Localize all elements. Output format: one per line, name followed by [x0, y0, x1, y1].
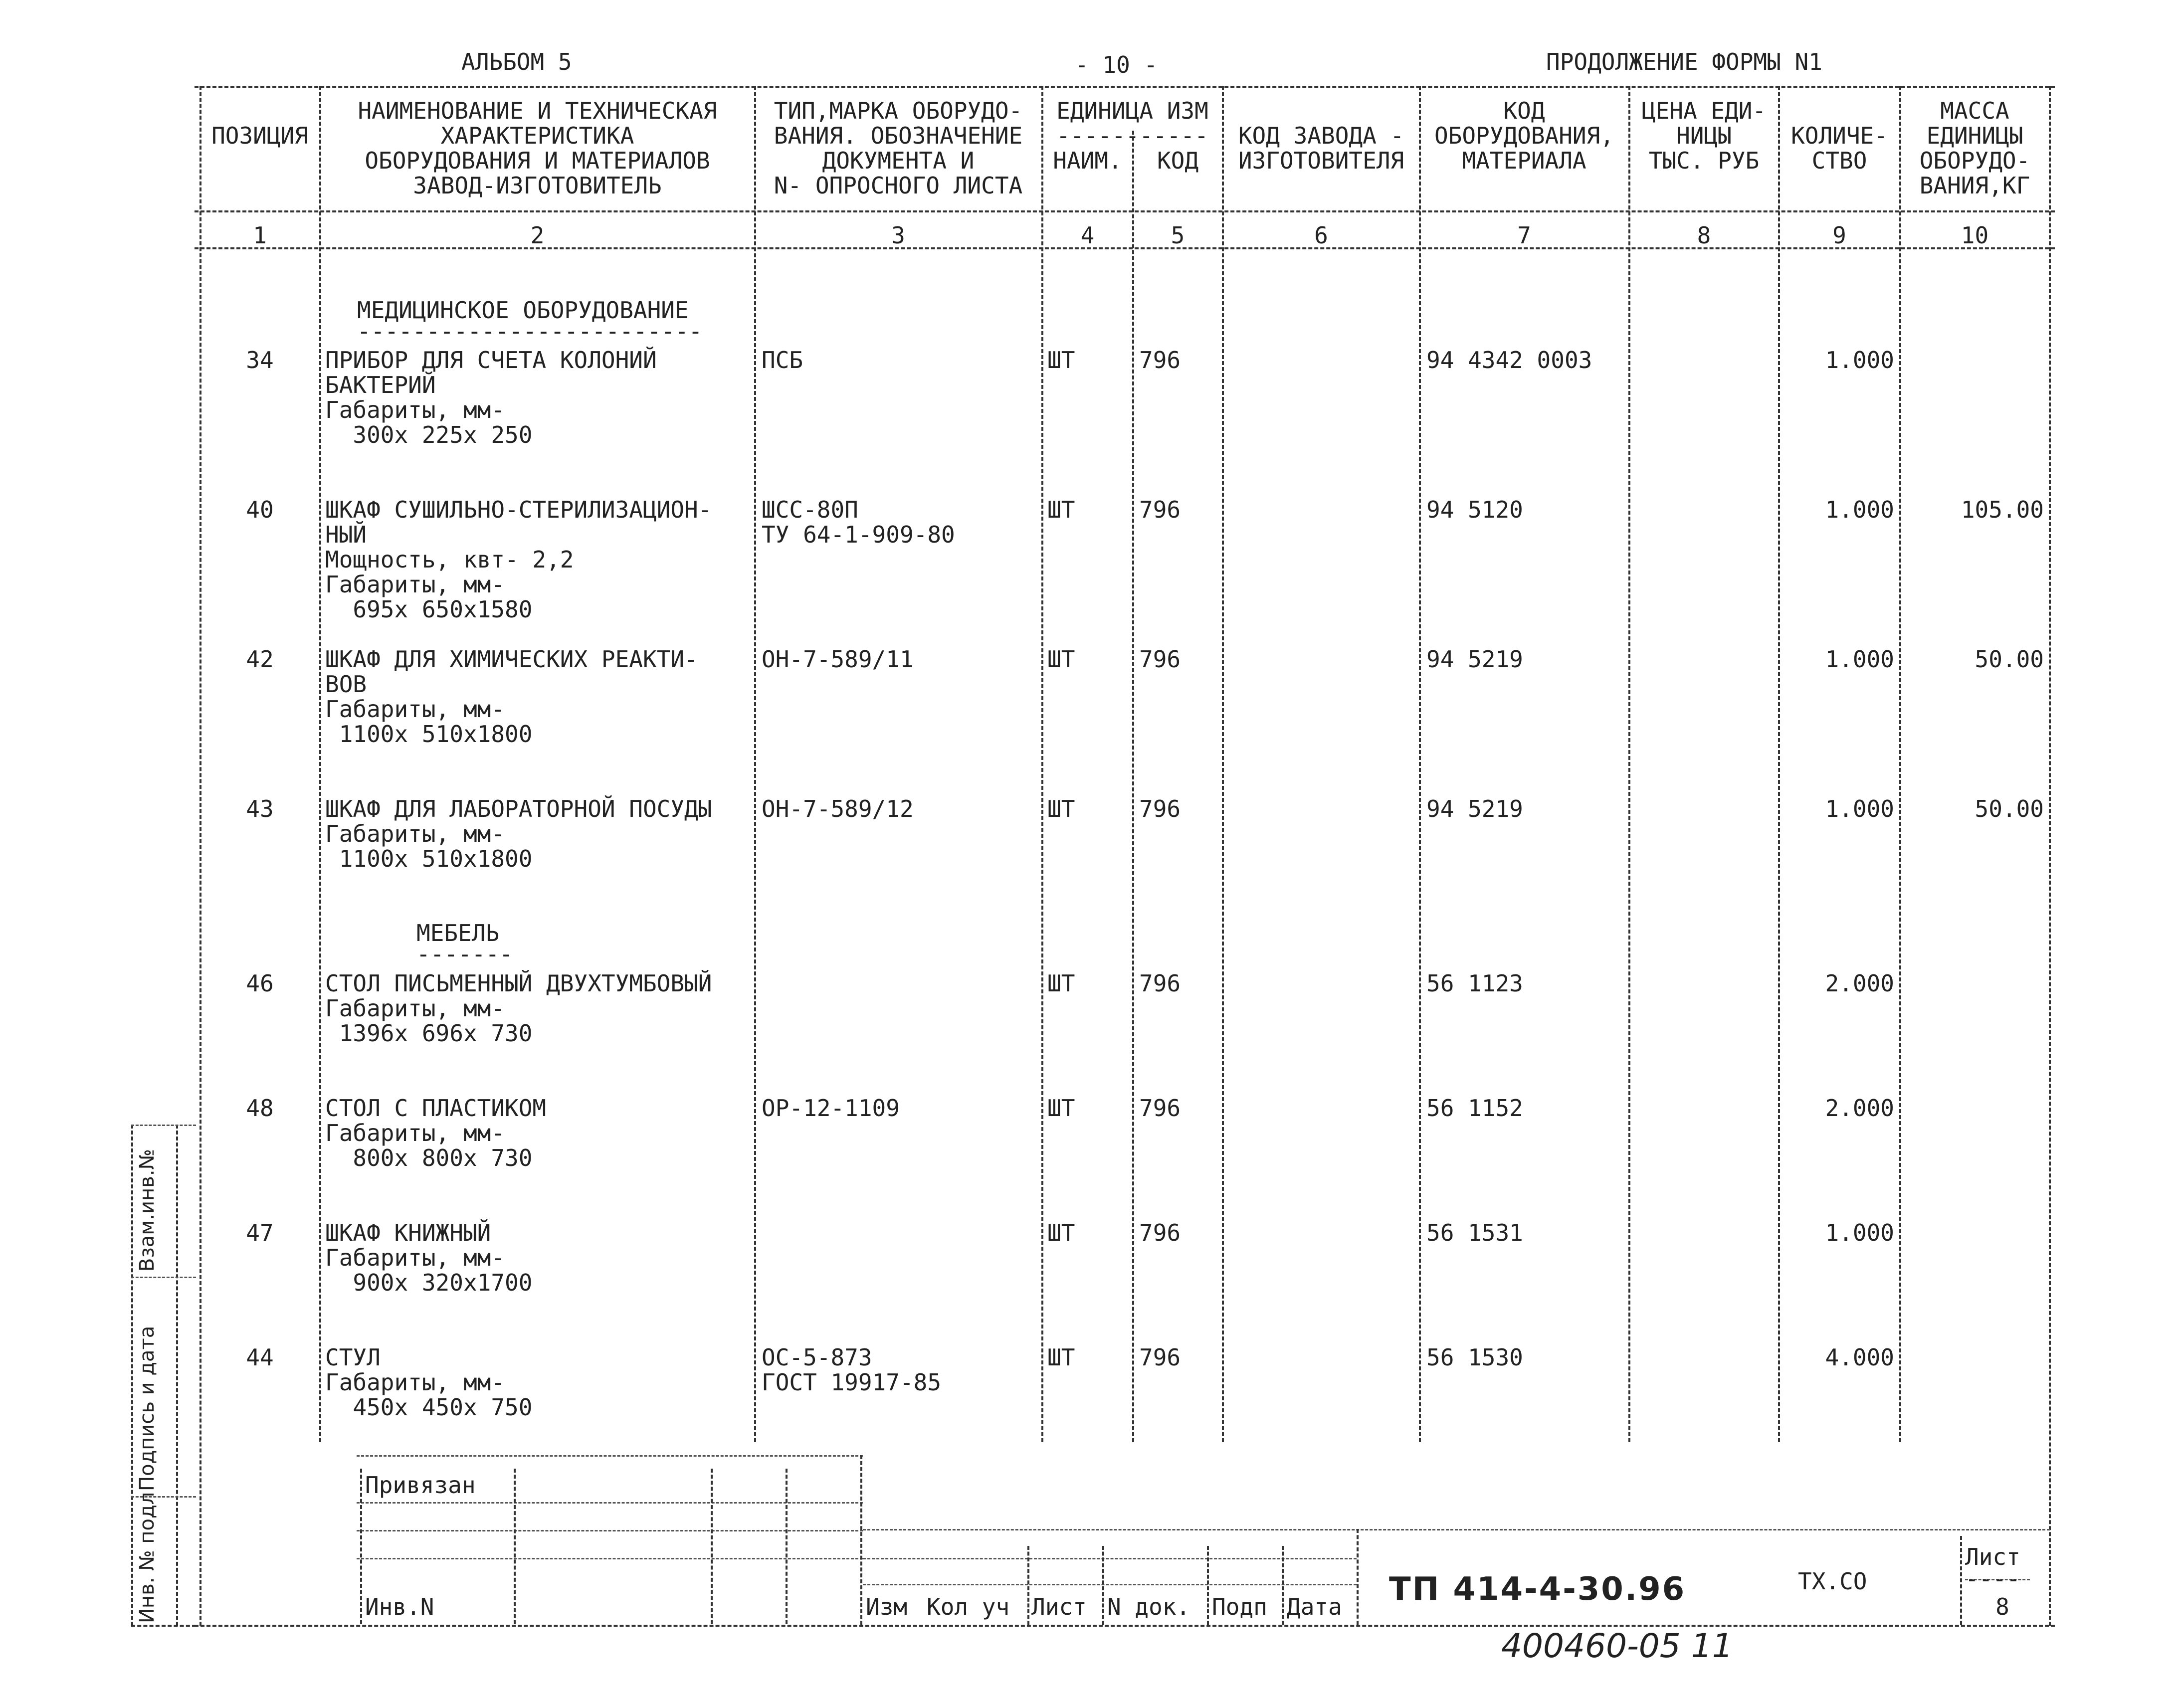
- column-number: 3: [891, 222, 905, 249]
- column-divider: [199, 86, 201, 1626]
- header-col-4: НАИМ.: [1053, 147, 1122, 174]
- side-stamp-signature-date: Подпись и дата: [136, 1326, 159, 1491]
- section-underline: -------: [416, 941, 513, 967]
- row-unit-code: 796: [1139, 496, 1181, 523]
- row-mass: 105.00: [1961, 496, 2044, 523]
- table-top-line: [195, 86, 2055, 88]
- doc-number-label: N док.: [1107, 1593, 1190, 1620]
- row-name: ШКАФ ДЛЯ ЛАБОРАТОРНОЙ ПОСУДЫ: [325, 795, 712, 822]
- table-bottom-line: [195, 1625, 2055, 1627]
- row-unit: ШТ: [1047, 1344, 1075, 1371]
- row-name: 450х 450х 750: [325, 1394, 533, 1421]
- row-material-code: 94 5120: [1426, 496, 1523, 523]
- row-name: Габариты, мм-: [325, 396, 505, 423]
- row-position: 40: [246, 496, 274, 523]
- side-stamp-replacement-inv: Взам.инв.№: [136, 1148, 159, 1272]
- row-material-code: 56 1530: [1426, 1344, 1523, 1371]
- sheet-label: Лист: [1965, 1543, 2020, 1570]
- page-number: - 10 -: [1075, 51, 1158, 78]
- row-name: НЫЙ: [325, 521, 367, 548]
- album-label: АЛЬБОМ 5: [461, 48, 572, 75]
- row-unit: ШТ: [1047, 970, 1075, 997]
- row-name: СТОЛ ПИСЬМЕННЫЙ ДВУХТУМБОВЫЙ: [325, 970, 712, 997]
- row-name: ПРИБОР ДЛЯ СЧЕТА КОЛОНИЙ: [325, 347, 657, 374]
- row-material-code: 56 1123: [1426, 970, 1523, 997]
- row-material-code: 94 5219: [1426, 795, 1523, 822]
- row-quantity: 4.000: [1825, 1344, 1894, 1371]
- date-label: Дата: [1287, 1593, 1342, 1620]
- column-number: 10: [1961, 222, 1989, 249]
- column-number: 8: [1697, 222, 1711, 249]
- table-right-border: [2049, 86, 2051, 1626]
- column-divider: [1419, 86, 1421, 1442]
- sheet-number: 8: [1995, 1593, 2009, 1620]
- column-divider: [754, 86, 756, 1442]
- row-unit: ШТ: [1047, 1219, 1075, 1246]
- row-name: 1100х 510х1800: [325, 845, 533, 872]
- row-name: Габариты, мм-: [325, 696, 505, 723]
- count-label: Кол уч: [927, 1593, 1010, 1620]
- row-unit: ШТ: [1047, 1095, 1075, 1122]
- column-number: 2: [530, 222, 545, 249]
- row-type: ОН-7-589/12: [762, 795, 914, 822]
- bound-label: Привязан: [365, 1472, 476, 1499]
- row-position: 34: [246, 347, 274, 374]
- row-type: ГОСТ 19917-85: [762, 1369, 942, 1396]
- row-name: 300х 225х 250: [325, 421, 533, 448]
- handwritten-archive-number: 400460-05 11: [1501, 1627, 1733, 1665]
- row-name: Габариты, мм-: [325, 571, 505, 598]
- row-material-code: 56 1152: [1426, 1095, 1523, 1122]
- row-material-code: 94 4342 0003: [1426, 347, 1592, 374]
- row-position: 46: [246, 970, 274, 997]
- row-material-code: 94 5219: [1426, 646, 1523, 673]
- side-stamp-inv-original: Инв. № подл: [136, 1492, 159, 1623]
- row-mass: 50.00: [1975, 646, 2044, 673]
- column-number: 6: [1314, 222, 1328, 249]
- row-quantity: 1.000: [1825, 646, 1894, 673]
- row-name: Габариты, мм-: [325, 820, 505, 847]
- row-unit: ШТ: [1047, 496, 1075, 523]
- row-quantity: 1.000: [1825, 795, 1894, 822]
- column-number: 9: [1832, 222, 1846, 249]
- row-quantity: 2.000: [1825, 970, 1894, 997]
- row-unit-code: 796: [1139, 1219, 1181, 1246]
- column-divider: [1778, 86, 1780, 1442]
- row-name: ШКАФ КНИЖНЫЙ: [325, 1219, 491, 1246]
- header-bottom-line: [195, 210, 2055, 212]
- row-name: 800х 800х 730: [325, 1144, 533, 1171]
- column-number: 7: [1517, 222, 1531, 249]
- column-number: 4: [1080, 222, 1095, 249]
- row-name: 695х 650х1580: [325, 596, 533, 623]
- row-name: 1100х 510х1800: [325, 721, 533, 748]
- column-number: 5: [1171, 222, 1185, 249]
- header-col-5: КОД: [1157, 147, 1199, 174]
- row-name: 900х 320х1700: [325, 1269, 533, 1296]
- row-name: ШКАФ СУШИЛЬНО-СТЕРИЛИЗАЦИОН-: [325, 496, 712, 523]
- continuation-label: ПРОДОЛЖЕНИЕ ФОРМЫ N1: [1546, 48, 1822, 75]
- row-unit-code: 796: [1139, 795, 1181, 822]
- row-mass: 50.00: [1975, 795, 2044, 822]
- sheet-col-label: Лист: [1031, 1593, 1087, 1620]
- row-type: ШСС-80П: [762, 496, 858, 523]
- row-quantity: 1.000: [1825, 496, 1894, 523]
- row-quantity: 2.000: [1825, 1095, 1894, 1122]
- row-quantity: 1.000: [1825, 1219, 1894, 1246]
- row-type: ОР-12-1109: [762, 1095, 900, 1122]
- row-type: ПСБ: [762, 347, 803, 374]
- row-unit-code: 796: [1139, 1344, 1181, 1371]
- row-position: 44: [246, 1344, 274, 1371]
- column-divider: [1899, 86, 1901, 1442]
- section-heading-furniture: МЕБЕЛЬ: [416, 920, 500, 947]
- row-unit-code: 796: [1139, 646, 1181, 673]
- row-type: ОН-7-589/11: [762, 646, 914, 673]
- row-name: ВОВ: [325, 671, 367, 698]
- row-position: 42: [246, 646, 274, 673]
- row-name: Габариты, мм-: [325, 995, 505, 1022]
- sheet-separator: ----: [1965, 1565, 2020, 1592]
- row-name: СТУЛ: [325, 1344, 381, 1371]
- row-unit: ШТ: [1047, 646, 1075, 673]
- column-divider: [1041, 86, 1043, 1442]
- row-name: СТОЛ С ПЛАСТИКОМ: [325, 1095, 547, 1122]
- row-quantity: 1.000: [1825, 347, 1894, 374]
- row-name: ШКАФ ДЛЯ ХИМИЧЕСКИХ РЕАКТИ-: [325, 646, 698, 673]
- row-unit: ШТ: [1047, 795, 1075, 822]
- row-material-code: 56 1531: [1426, 1219, 1523, 1246]
- row-position: 47: [246, 1219, 274, 1246]
- row-name: Габариты, мм-: [325, 1120, 505, 1146]
- section-heading-medical: МЕДИЦИНСКОЕ ОБОРУДОВАНИЕ: [357, 297, 689, 324]
- row-type: ОС-5-873: [762, 1344, 872, 1371]
- change-label: Изм: [866, 1593, 908, 1620]
- column-divider: [1628, 86, 1630, 1442]
- row-name: Габариты, мм-: [325, 1244, 505, 1271]
- row-name: 1396х 696х 730: [325, 1020, 533, 1047]
- row-type: ТУ 64-1-909-80: [762, 521, 955, 548]
- column-divider: [1132, 131, 1134, 1442]
- section-underline: -------------------------: [357, 318, 703, 345]
- row-position: 48: [246, 1095, 274, 1122]
- inventory-label: Инв.N: [365, 1593, 434, 1620]
- row-unit: ШТ: [1047, 347, 1075, 374]
- row-position: 43: [246, 795, 274, 822]
- row-unit-code: 796: [1139, 970, 1181, 997]
- row-name: Мощность, квт- 2,2: [325, 546, 574, 573]
- column-number: 1: [253, 222, 267, 249]
- row-unit-code: 796: [1139, 347, 1181, 374]
- row-unit-code: 796: [1139, 1095, 1181, 1122]
- row-name: Габариты, мм-: [325, 1369, 505, 1396]
- section-code: ТХ.СО: [1798, 1568, 1867, 1595]
- row-name: БАКТЕРИЙ: [325, 372, 436, 398]
- column-divider: [319, 86, 321, 1442]
- column-divider: [1222, 86, 1224, 1442]
- signature-label: Подп: [1212, 1593, 1267, 1620]
- document-code: ТП 414-4-30.96: [1389, 1571, 1686, 1608]
